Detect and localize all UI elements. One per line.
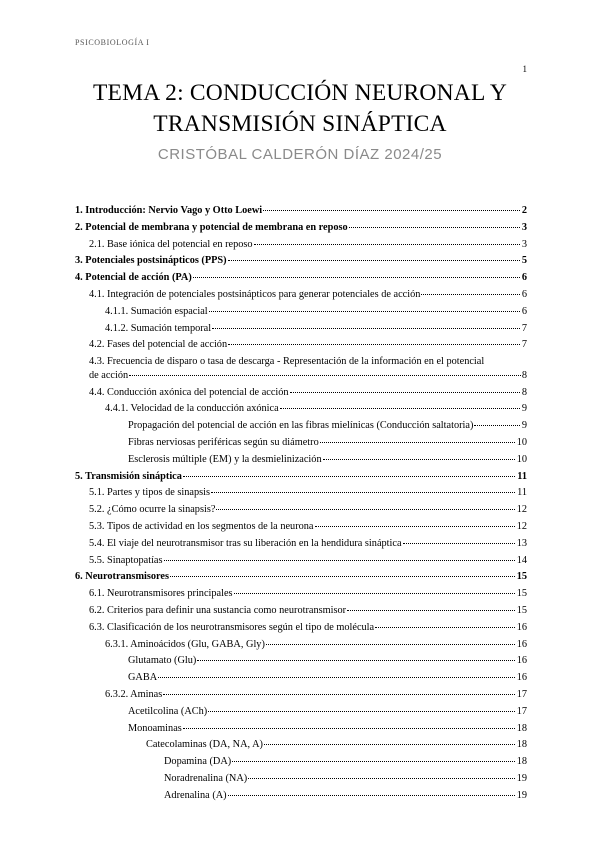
toc-entry-page: 9 (521, 420, 527, 432)
toc-entry-page: 14 (516, 554, 527, 566)
dot-leader (403, 542, 515, 544)
running-header: PSICOBIOLOGÍA I (75, 38, 150, 47)
dot-leader (211, 491, 515, 493)
toc-entry-label-continued: de acción (89, 370, 129, 382)
toc-entry[interactable] (75, 755, 527, 772)
toc-entry-page: 18 (516, 722, 527, 734)
toc-entry-page: 12 (516, 520, 527, 532)
dot-leader (375, 626, 515, 628)
toc-entry-label: 4.1.2. Sumación temporal (105, 322, 212, 334)
toc-entry-label: Monoaminas (128, 722, 182, 734)
toc-entry[interactable] (75, 621, 527, 638)
toc-entry-label: Propagación del potencial de acción en las fibras mielínicas (Conducción saltatoria) (128, 420, 474, 432)
toc-entry[interactable] (75, 738, 527, 755)
dot-leader (232, 760, 515, 762)
toc-entry-page: 16 (516, 621, 527, 633)
toc-entry-page: 8 (521, 386, 527, 398)
toc-entry[interactable] (75, 520, 527, 537)
dot-leader (197, 659, 514, 661)
toc-entry[interactable] (75, 288, 527, 305)
toc-entry-page: 15 (516, 604, 527, 616)
toc-entry[interactable] (75, 604, 527, 621)
dot-leader (347, 609, 515, 611)
toc-entry-page: 5 (521, 255, 527, 267)
toc-entry-page: 6 (521, 288, 527, 300)
toc-entry-label: 4.3. Frecuencia de disparo o tasa de descarga - Representación de la información en el potencial (89, 356, 485, 368)
toc-entry-label: 5.4. El viaje del neurotransmisor tras su liberación en la hendidura sináptica (89, 537, 402, 549)
toc-entry[interactable] (75, 305, 527, 322)
toc-entry[interactable] (75, 221, 527, 238)
title-line-2: TRANSMISIÓN SINÁPTICA (153, 111, 447, 137)
toc-entry-label: 4.4. Conducción axónica del potencial de acción (89, 386, 289, 398)
toc-entry-label: 4.1.1. Sumación espacial (105, 305, 208, 317)
dot-leader (280, 407, 520, 409)
toc-entry-page: 19 (516, 772, 527, 784)
toc-entry-label: 5.3. Tipos de actividad en los segmentos de la neurona (89, 520, 314, 532)
dot-leader (228, 259, 520, 261)
toc-entry-label: 5.2. ¿Cómo ocurre la sinapsis? (89, 504, 216, 516)
dot-leader (183, 475, 515, 477)
toc-entry-label: 5.1. Partes y tipos de sinapsis (89, 487, 210, 499)
toc-entry[interactable] (75, 503, 527, 520)
toc-entry-label: Esclerosis múltiple (EM) y la desmielinización (128, 453, 322, 465)
toc-entry-label: 6.3. Clasificación de los neurotransmisores según el tipo de molécula (89, 621, 375, 633)
toc-entry-label: Glutamato (Glu) (128, 655, 197, 667)
dot-leader (315, 525, 515, 527)
toc-entry[interactable] (75, 355, 527, 385)
toc-entry-label: 2.1. Base iónica del potencial en reposo (89, 238, 253, 250)
toc-entry-label: 4. Potencial de acción (PA) (75, 272, 192, 284)
toc-entry[interactable] (75, 338, 527, 355)
dot-leader (209, 310, 520, 312)
toc-entry-page: 6 (521, 272, 527, 284)
toc-entry[interactable] (75, 204, 527, 221)
dot-leader (323, 458, 515, 460)
dot-leader (216, 508, 514, 510)
author-subtitle: CRISTÓBAL CALDERÓN DÍAZ 2024/25 (157, 146, 443, 163)
toc-entry[interactable] (75, 271, 527, 288)
toc-entry-label: 3. Potenciales postsinápticos (PPS) (75, 255, 227, 267)
toc-entry[interactable] (75, 453, 527, 470)
dot-leader (170, 575, 515, 577)
toc-entry-page: 12 (516, 504, 527, 516)
toc-entry-label: 2. Potencial de membrana y potencial de membrana en reposo (75, 221, 348, 233)
toc-entry[interactable] (75, 402, 527, 419)
toc-entry-label: 4.2. Fases del potencial de acción (89, 339, 228, 351)
toc-entry-label: 1. Introducción: Nervio Vago y Otto Loewi (75, 205, 263, 216)
toc-entry[interactable] (75, 254, 527, 271)
toc-entry[interactable] (75, 638, 527, 655)
toc-entry-label: Noradrenalina (NA) (164, 772, 248, 784)
dot-leader (254, 243, 520, 245)
toc-entry[interactable] (75, 570, 527, 587)
toc-entry-label: Fibras nerviosas periféricas según su diámetro (128, 436, 319, 448)
toc-entry-label: Catecolaminas (DA, NA, A) (146, 739, 263, 751)
toc-entry-page: 8 (521, 370, 527, 382)
page-number: 1 (522, 64, 527, 74)
dot-leader (228, 794, 515, 796)
toc-entry[interactable] (75, 688, 527, 705)
dot-leader (248, 777, 515, 779)
toc-entry-page: 10 (516, 453, 527, 465)
toc-entry-page: 6 (521, 305, 527, 317)
toc-entry-label: 6.1. Neurotransmisores principales (89, 588, 233, 600)
toc-entry-page: 7 (521, 339, 527, 351)
toc-entry-page: 15 (516, 571, 527, 583)
dot-leader (164, 559, 515, 561)
toc-entry-page: 16 (516, 638, 527, 650)
toc-entry-page: 17 (516, 688, 527, 700)
toc-entry[interactable] (75, 419, 527, 436)
dot-leader (320, 441, 515, 443)
toc-entry-page: 11 (517, 470, 527, 482)
toc-entry[interactable] (75, 789, 527, 806)
dot-leader (208, 710, 515, 712)
toc-entry-page: 15 (516, 588, 527, 600)
toc-entry-page: 2 (521, 205, 527, 216)
toc-entry-page: 3 (521, 221, 527, 233)
toc-entry-page: 10 (516, 436, 527, 448)
toc-entry-label: 4.4.1. Velocidad de la conducción axónica (105, 403, 279, 415)
dot-leader (228, 343, 520, 345)
toc-entry-page: 7 (521, 322, 527, 334)
toc-entry-page: 3 (521, 238, 527, 250)
toc-entry-page: 16 (516, 672, 527, 684)
toc-entry-label: 5.5. Sinaptopatías (89, 554, 163, 566)
toc-entry[interactable] (75, 470, 527, 487)
toc-entry[interactable] (75, 537, 527, 554)
toc-entry-label: GABA (128, 672, 158, 684)
toc-entry[interactable] (75, 486, 527, 503)
toc-entry[interactable] (75, 722, 527, 739)
toc-entry[interactable] (75, 654, 527, 671)
dot-leader (234, 592, 515, 594)
table-of-contents (75, 204, 527, 805)
title-line-1: TEMA 2: CONDUCCIÓN NEURONAL Y (93, 80, 507, 106)
dot-leader (421, 293, 519, 295)
dot-leader (158, 676, 515, 678)
dot-leader (263, 209, 520, 211)
document-title (60, 78, 540, 140)
dot-leader (193, 276, 520, 278)
toc-entry[interactable] (75, 671, 527, 688)
toc-entry[interactable] (75, 554, 527, 571)
toc-entry[interactable] (75, 705, 527, 722)
dot-leader (212, 327, 520, 329)
toc-entry-page: 16 (516, 655, 527, 667)
dot-leader (290, 391, 520, 393)
toc-entry-page: 18 (516, 756, 527, 768)
toc-entry-label: 6.3.1. Aminoácidos (Glu, GABA, Gly) (105, 638, 265, 650)
dot-leader (163, 693, 514, 695)
toc-entry-page: 11 (517, 487, 527, 499)
toc-entry[interactable] (75, 436, 527, 453)
toc-entry-page: 13 (516, 537, 527, 549)
dot-leader (129, 374, 521, 376)
toc-entry-page: 9 (521, 403, 527, 415)
dot-leader (349, 226, 520, 228)
toc-entry[interactable] (75, 386, 527, 403)
toc-entry-label: 6.3.2. Aminas (105, 688, 163, 700)
toc-entry-label: Adrenalina (A) (164, 789, 227, 801)
toc-entry-page: 19 (516, 789, 527, 801)
toc-entry[interactable] (75, 587, 527, 604)
dot-leader (264, 743, 515, 745)
toc-entry[interactable] (75, 238, 527, 255)
dot-leader (474, 424, 519, 426)
toc-entry-page: 17 (516, 705, 527, 717)
toc-entry-label: 6.2. Criterios para definir una sustancia como neurotransmisor (89, 604, 347, 616)
dot-leader (183, 727, 515, 729)
toc-entry-label: 6. Neurotransmisores (75, 571, 169, 583)
toc-entry-label: 4.1. Integración de potenciales postsinápticos para generar potenciales de acción (89, 288, 421, 300)
toc-entry[interactable] (75, 772, 527, 789)
toc-entry-label: Acetilcolina (ACh) (128, 705, 208, 717)
dot-leader (266, 643, 515, 645)
toc-entry-page: 18 (516, 739, 527, 751)
toc-entry-label: Dopamina (DA) (164, 756, 232, 768)
toc-entry-label: 5. Transmisión sináptica (75, 470, 182, 482)
toc-entry[interactable] (75, 322, 527, 339)
